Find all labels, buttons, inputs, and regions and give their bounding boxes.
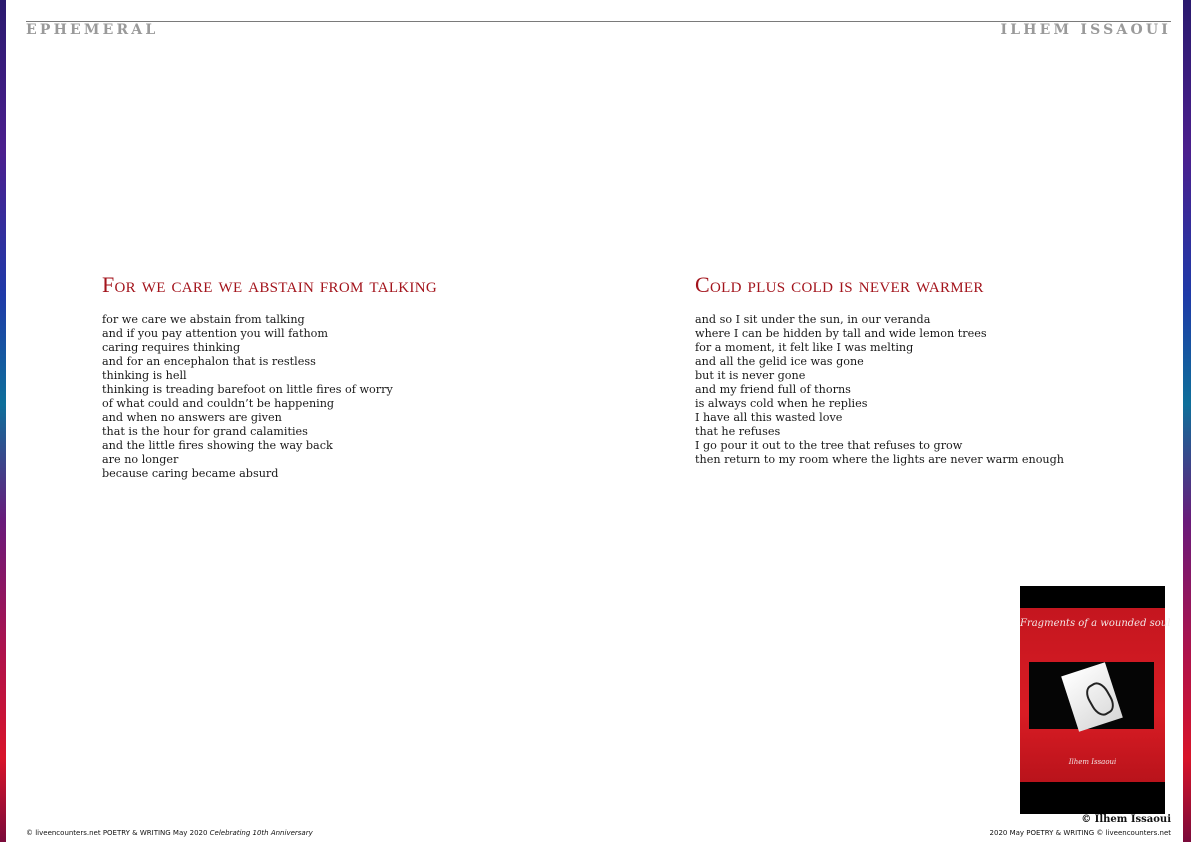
poem-line: caring requires thinking (102, 341, 241, 354)
poem-line: is always cold when he replies (695, 397, 868, 410)
poem-line: I go pour it out to the tree that refuses to grow (695, 439, 963, 452)
magazine-page (6, 0, 1183, 842)
book-cover-photo (1029, 662, 1154, 729)
book-cover-author: Ilhem Issaoui (1068, 758, 1117, 766)
footer-left-text: © liveencounters.net POETRY & WRITING May 2020 (26, 829, 210, 837)
poem-line: that is the hour for grand calamities (102, 425, 308, 438)
poem-body-2 (695, 313, 1064, 467)
footer-right: 2020 May POETRY & WRITING © liveencounters.net (989, 829, 1171, 837)
poem-body-1 (102, 313, 393, 481)
poem-title-2: Cold plus cold is never warmer (695, 272, 984, 297)
footer-left-anniversary: Celebrating 10th Anniversary (209, 829, 313, 837)
poem-line: and if you pay attention you will fathom (102, 327, 328, 340)
book-cover-title: Fragments of a wounded soul (1020, 618, 1171, 629)
poem-line: and so I sit under the sun, in our veranda (695, 313, 931, 326)
poem-line: and my friend full of thorns (695, 383, 851, 396)
poem-title-1: For we care we abstain from talking (102, 272, 437, 297)
poem-line: then return to my room where the lights are never warm enough (695, 453, 1064, 466)
poem-line: thinking is hell (102, 369, 187, 382)
footer-left (26, 829, 313, 837)
book-cover-front (1020, 608, 1171, 782)
poem-line: and all the gelid ice was gone (695, 355, 864, 368)
poem-line: I have all this wasted love (695, 411, 843, 424)
header-rule (26, 21, 1171, 22)
poem-line: because caring became absurd (102, 467, 279, 480)
poem-line: and for an encephalon that is restless (102, 355, 316, 368)
book-cover[interactable] (1020, 586, 1171, 814)
poem-line: where I can be hidden by tall and wide lemon trees (695, 327, 987, 340)
poem-line: and the little fires showing the way back (102, 439, 333, 452)
running-head-section: EPHEMERAL (26, 22, 159, 38)
poem-line: thinking is treading barefoot on little fires of worry (102, 383, 393, 396)
poem-line: for a moment, it felt like I was melting (695, 341, 914, 354)
poem-line: and when no answers are given (102, 411, 282, 424)
copyright-credit: © Ilhem Issaoui (1081, 814, 1171, 825)
poem-line: that he refuses (695, 425, 781, 438)
poem-line: for we care we abstain from talking (102, 313, 305, 326)
poem-line: of what could and couldn’t be happening (102, 397, 335, 410)
poem-line: are no longer (102, 453, 179, 466)
running-head-author: ILHEM ISSAOUI (1000, 22, 1171, 38)
poem-line: but it is never gone (695, 369, 806, 382)
